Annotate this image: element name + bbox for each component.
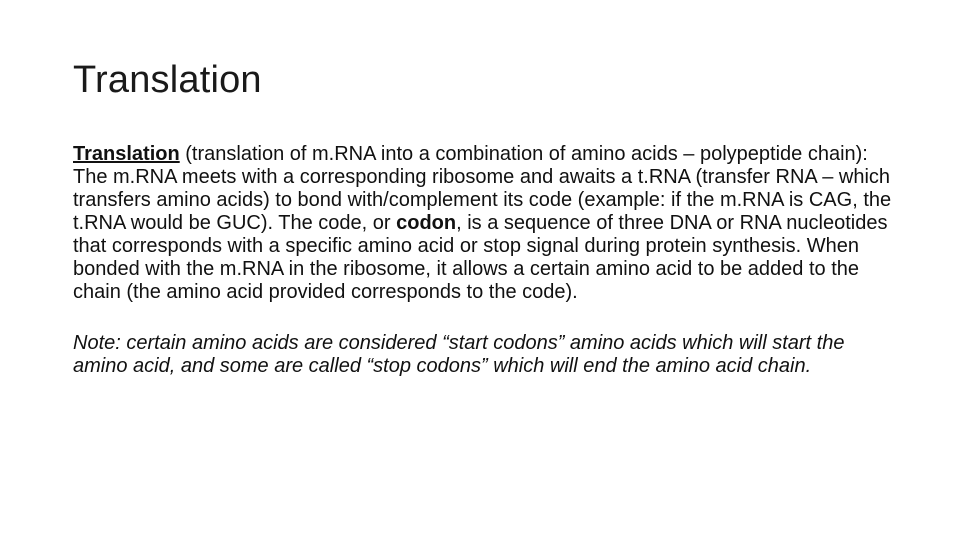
definition-text: (translation of m.RNA into a combination of amino acids – polypeptide chain): <box>179 143 868 165</box>
note-paragraph: Note: certain amino acids are considered “start codons” amino acids which will start the amino acid, and some are called “stop codons” which will end the amino acid chain. <box>73 332 845 377</box>
codon-term: codon <box>396 212 457 234</box>
explanation-text-start: The m.RNA meets with a corresponding ribosome and awaits a t.RNA (transfer RNA – which transfers amino acids) to bond with/complement its code (example: if the m.RNA is CAG, the t.RNA would be GUC). The code, or <box>73 166 892 234</box>
explanation-paragraph <box>73 166 903 304</box>
slide-title: Translation <box>73 59 262 101</box>
slide-body <box>73 143 903 378</box>
definition-paragraph <box>73 143 903 166</box>
definition-term: Translation <box>73 143 180 165</box>
explanation-text-end: , is a sequence of three DNA or RNA nucleotides that corresponds with a specific amino acid or stop signal during protein synthesis. When bonded with the m.RNA in the ribosome, it allows a certain amino acid to be added to the chain (the amino acid provided corresponds to the code). <box>73 212 888 303</box>
